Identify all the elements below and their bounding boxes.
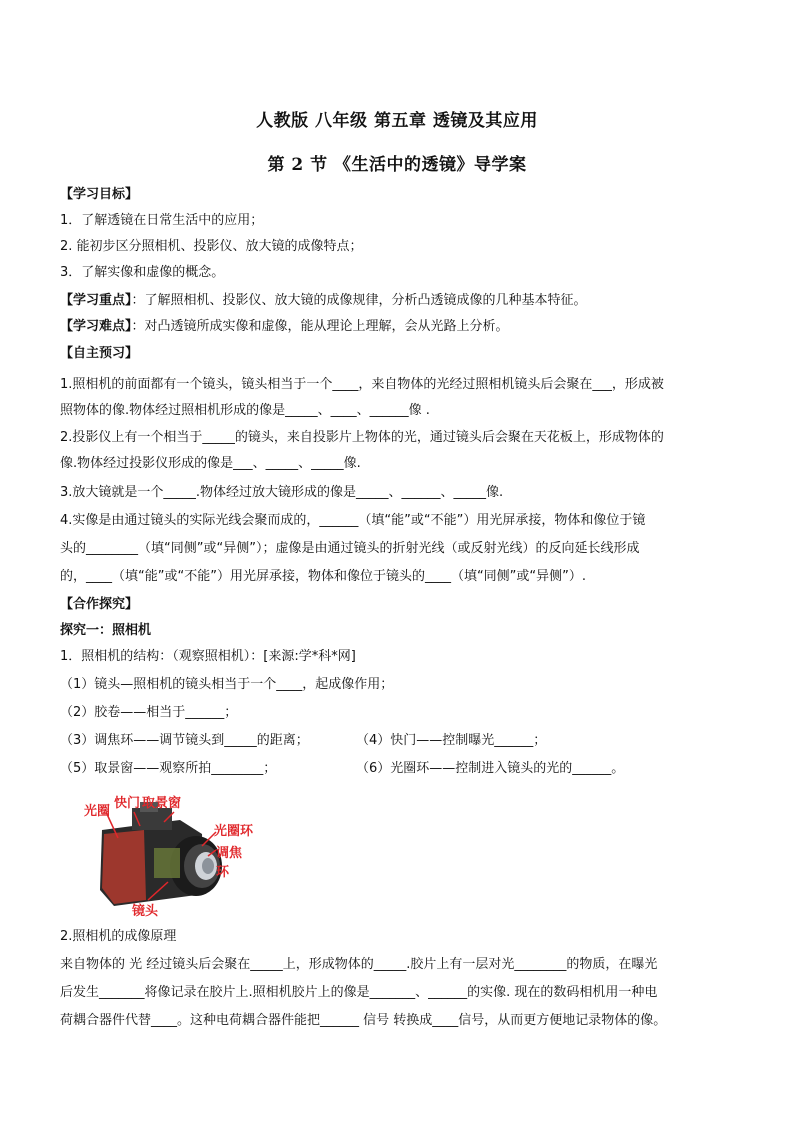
preview-line: 头的________（填“同侧”或“异侧”）；虚像是由通过镜头的折射光线（或反射光线）的反向延长线形成	[60, 541, 640, 556]
preview-line: 1.照相机的前面都有一个镜头，镜头相当于一个____，来自物体的光经过照相机镜头后会聚在___，形成被	[60, 377, 664, 392]
objective-item: 2. 能初步区分照相机、投影仪、放大镜的成像特点；	[60, 239, 363, 254]
key-points-text: ：了解照相机、投影仪、放大镜的成像规律，分析凸透镜成像的几种基本特征。	[131, 293, 587, 308]
page-title: 人教版 八年级 第五章 透镜及其应用	[256, 111, 538, 131]
objective-item: 3．了解实像和虚像的概念。	[60, 265, 225, 280]
page-subtitle: 第 2 节 《生活中的透镜》导学案	[267, 155, 527, 175]
camera-part: （5）取景窗——观察所拍________；	[60, 761, 277, 776]
key-points-heading: 【学习重点】	[60, 293, 132, 308]
camera-part-row	[60, 760, 740, 778]
difficulties	[60, 318, 740, 336]
explore-one-title: 探究一：照相机	[60, 623, 152, 638]
label-aperture-ring: 光圈环	[214, 824, 254, 839]
preview-line: 4.实像是由通过镜头的实际光线会聚而成的，______（填“能”或“不能”）用光屏承接，物体和像位于镜	[60, 513, 646, 528]
preview-line: 像.物体经过投影仪形成的像是___、_____、_____像.	[60, 456, 361, 471]
structure-title: 1．照相机的结构：（观察照相机）：[来源:学*科*网]	[60, 649, 356, 664]
key-points	[60, 292, 740, 310]
principle-line: 荷耦合器件代替____。这种电荷耦合器件能把______ 信号 转换成____信号，从而更方便地记录物体的像。	[60, 1013, 667, 1028]
objectives-heading: 【学习目标】	[60, 187, 139, 202]
cooperation-heading: 【合作探究】	[60, 597, 139, 612]
camera-part: （6）光圈环——控制进入镜头的光的______。	[356, 761, 625, 776]
preview-line: 2.投影仪上有一个相当于_____的镜头，来自投影片上物体的光，通过镜头后会聚在天花板上，形成物体的	[60, 430, 664, 445]
label-lens: 镜头	[132, 904, 159, 919]
camera-part: （3）调焦环——调节镜头到_____的距离；	[60, 733, 309, 748]
camera-part: （1）镜头—照相机的镜头相当于一个____，起成像作用；	[60, 677, 394, 692]
preview-line: 3.放大镜就是一个_____.物体经过放大镜形成的像是_____、______、_____像.	[60, 485, 504, 500]
preview-heading: 【自主预习】	[60, 346, 139, 361]
label-shutter: 快门	[114, 796, 141, 811]
preview-line: 照物体的像.物体经过照相机形成的像是_____、____、______像 .	[60, 403, 430, 418]
principle-title: 2.照相机的成像原理	[60, 929, 177, 944]
difficulties-heading: 【学习难点】	[60, 319, 132, 334]
difficulties-text: ：对凸透镜所成实像和虚像，能从理论上理解，会从光路上分析。	[131, 319, 509, 334]
label-focus-ring: 调焦环	[216, 846, 243, 880]
principle-line: 来自物体的 光 经过镜头后会聚在_____上，形成物体的_____.胶片上有一层对光________的物质，在曝光	[60, 957, 658, 972]
camera-part: （4）快门——控制曝光______；	[356, 733, 547, 748]
camera-photo	[84, 790, 254, 920]
camera-part-row	[60, 732, 740, 750]
label-viewfinder: 取景窗	[142, 796, 182, 811]
principle-line: 后发生_______将像记录在胶片上.照相机胶片上的像是_______、______的实像. 现在的数码相机用一种电	[60, 985, 658, 1000]
label-aperture: 光圈	[84, 804, 111, 819]
camera-part: （2）胶卷——相当于______；	[60, 705, 238, 720]
preview-line: 的，____（填“能”或“不能”）用光屏承接，物体和像位于镜头的____（填“同侧”或“异侧”）.	[60, 569, 587, 584]
objective-item: 1．了解透镜在日常生活中的应用；	[60, 213, 264, 228]
